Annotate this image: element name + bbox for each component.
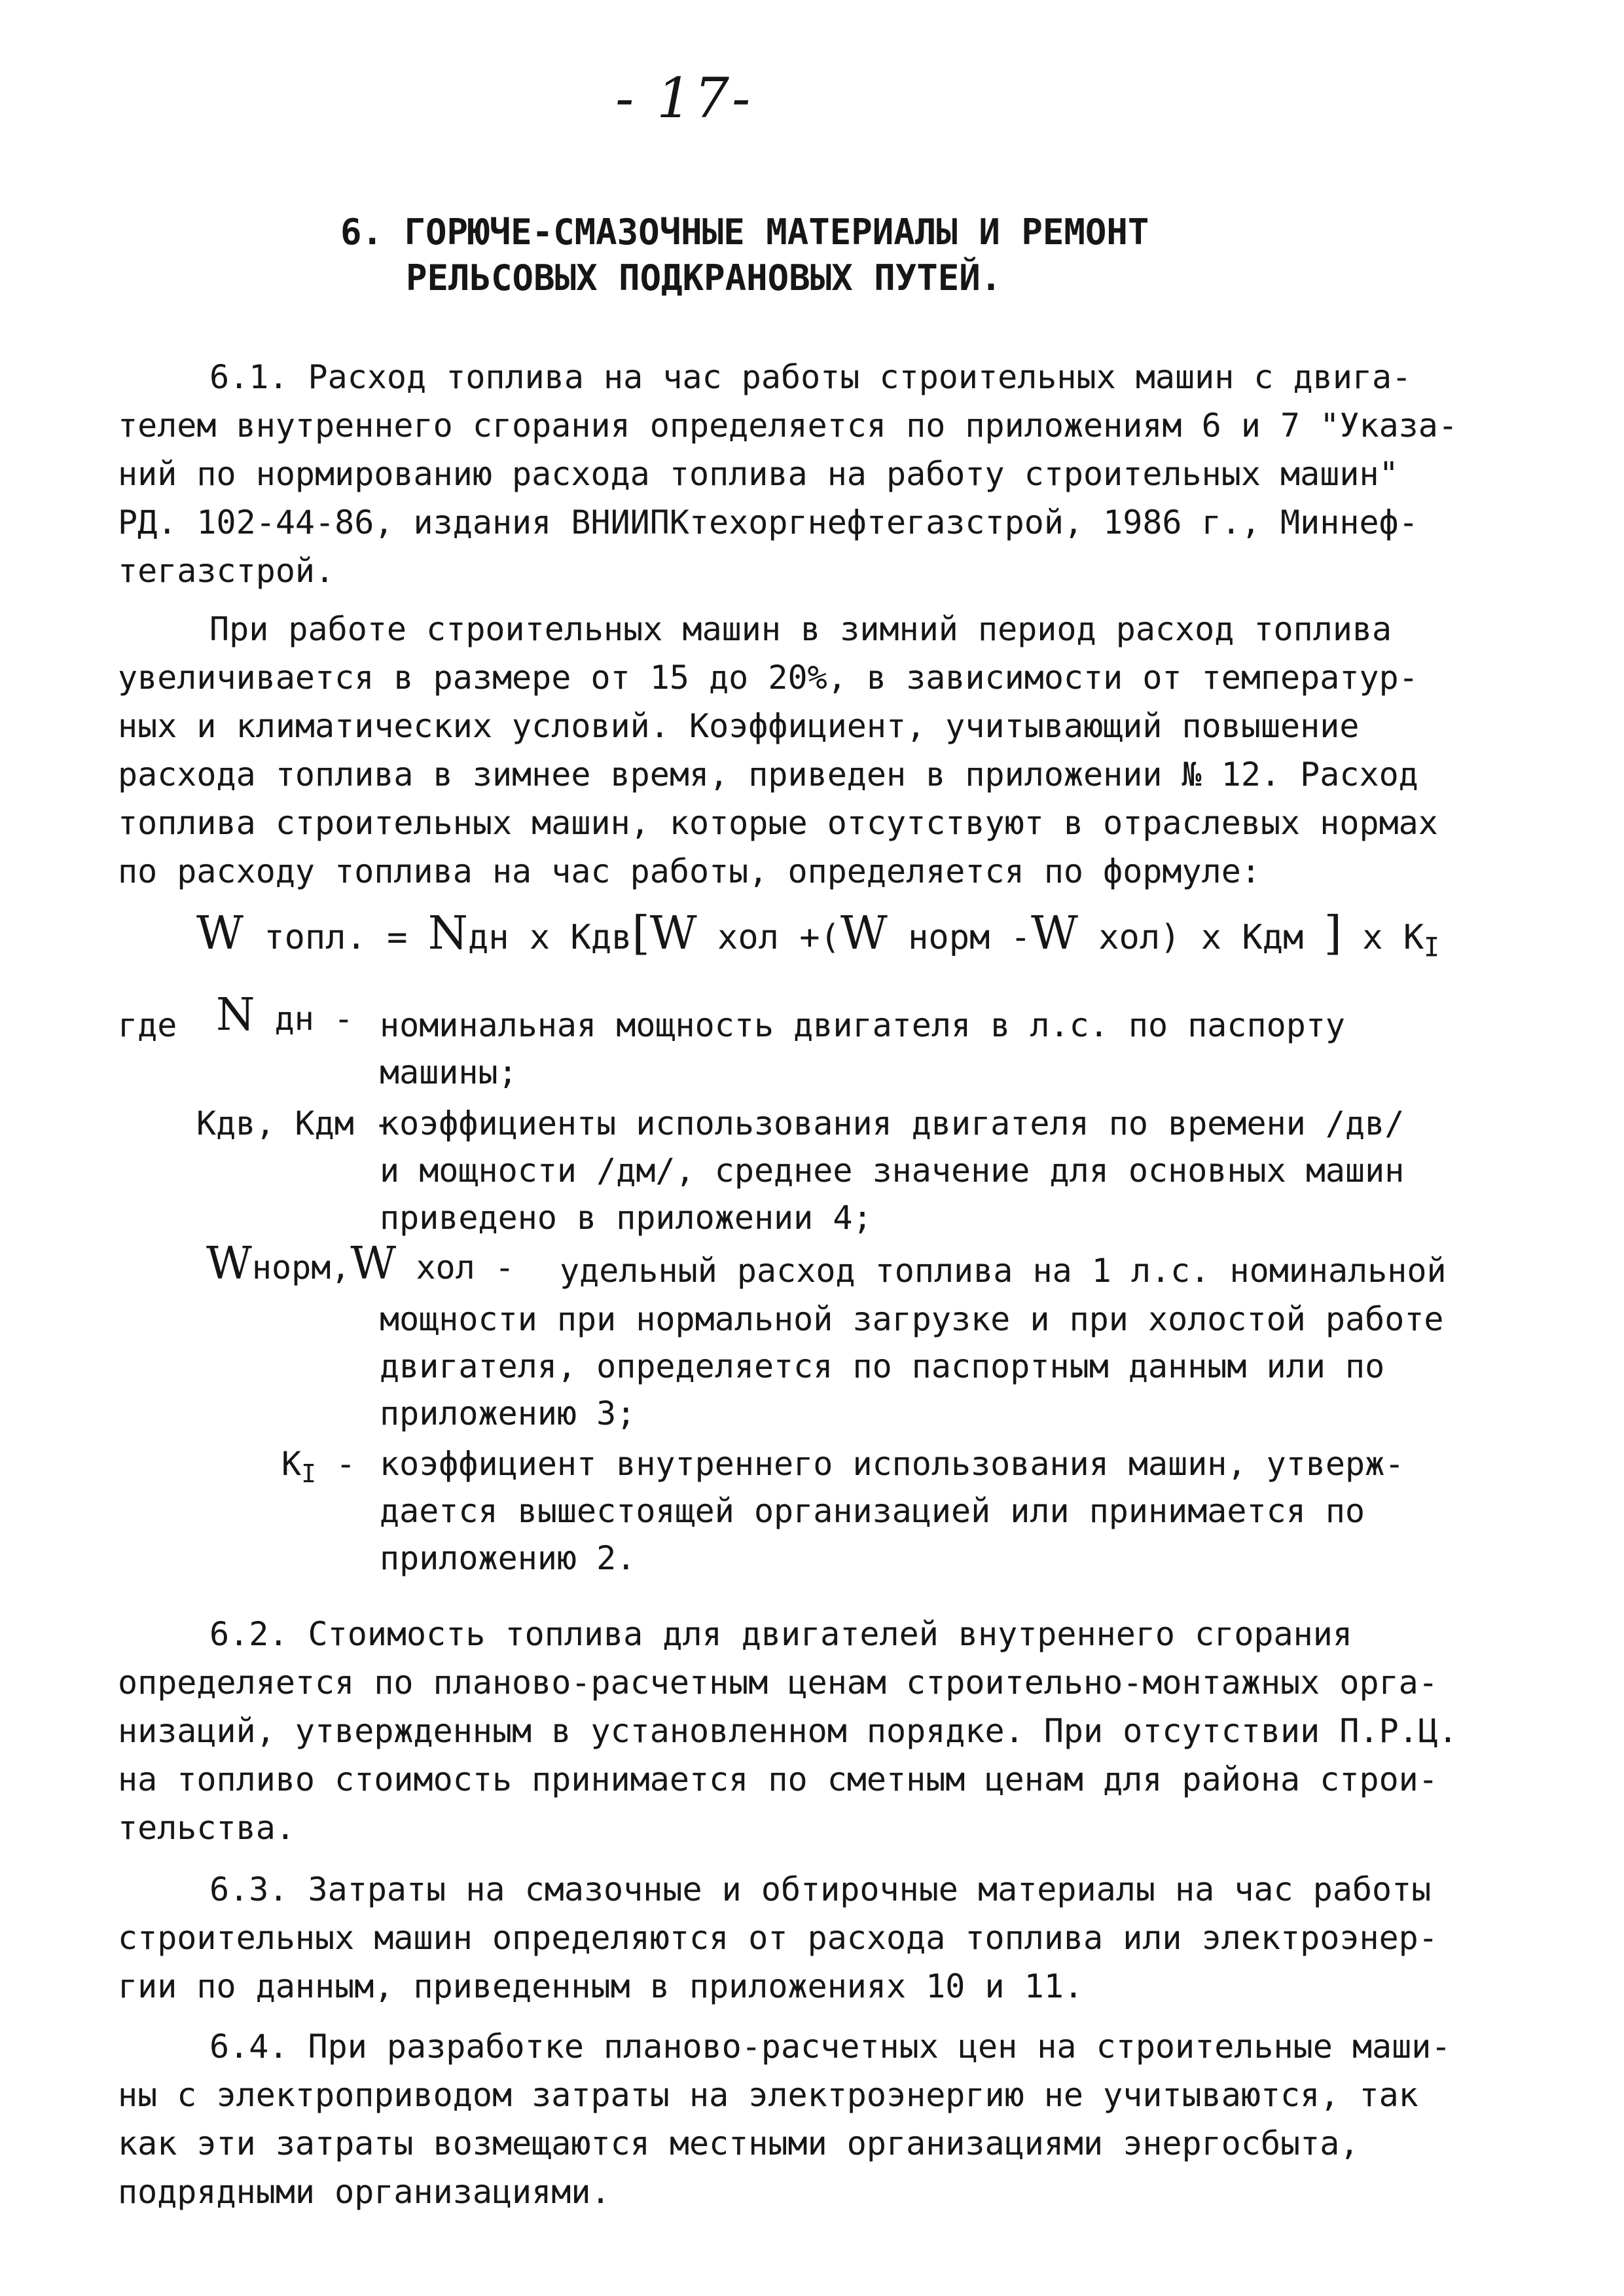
formula-norm: норм -	[908, 918, 1031, 957]
fuel-formula	[196, 900, 1439, 980]
definition-4-line: коэффициент внутреннего использования машин, утверж-	[380, 1445, 1405, 1483]
definition-2-line: и мощности /дм/, среднее значение для основных машин	[380, 1152, 1405, 1190]
paragraph-6-3-line: гии по данным, приведенным в приложениях 10 и 11.	[118, 1967, 1084, 2005]
definition-4-text	[380, 1440, 1532, 1582]
formula-w-norm: W	[840, 906, 888, 960]
paragraph-6-2-line: на топливо стоимость принимается по сметным ценам для района строи-	[118, 1760, 1438, 1798]
definition-4-k-sub: I	[301, 1459, 316, 1488]
definition-4-k: К	[281, 1445, 302, 1483]
definition-1-line: номинальная мощность двигателя в л.с. по паспорту	[380, 1006, 1346, 1044]
definition-1-line: машины;	[380, 1053, 518, 1091]
paragraph-6-2-line: 6.2. Стоимость топлива для двигателей внутреннего сгорания	[209, 1615, 1352, 1653]
paragraph-6-1-line: РД. 102-44-86, издания ВНИИПКтехоргнефтегазстрой, 1986 г., Миннеф-	[118, 503, 1418, 541]
formula-close-bracket: ]	[1324, 906, 1342, 960]
definition-4-term	[281, 1440, 355, 1497]
section-heading-line-1: 6. ГОРЮЧЕ-СМАЗОЧНЫЕ МАТЕРИАЛЫ И РЕМОНТ	[340, 211, 1149, 253]
formula-w-hol: W	[649, 906, 697, 960]
formula-hol-2: хол) х Кдм	[1098, 918, 1304, 957]
definition-1-label: дн -	[274, 1000, 354, 1038]
paragraph-6-1-b-line: ных и климатических условий. Коэффициент, учитывающий повышение	[118, 707, 1360, 745]
paragraph-6-1-b-line: по расходу топлива на час работы, определяется по формуле:	[118, 852, 1261, 890]
paragraph-6-2-line: определяется по планово-расчетным ценам строительно-монтажных орга-	[118, 1664, 1438, 1702]
definition-3-text	[560, 1247, 1528, 1294]
paragraph-6-4-line: как эти затраты возмещаются местными организациями энергосбыта,	[118, 2124, 1360, 2162]
paragraph-6-1-line: тегазстрой.	[118, 552, 335, 590]
definition-3-term	[206, 1238, 514, 1291]
paragraph-6-2-line: низаций, утвержденным в установленном порядке. При отсутствии П.Р.Ц.	[118, 1712, 1458, 1750]
definition-2-term: Кдв, Кдм -	[196, 1104, 394, 1142]
definition-3-line: мощности при нормальной загрузке и при холостой работе	[380, 1300, 1444, 1338]
definition-2-line: коэффициенты использования двигателя по времени /дв/	[380, 1104, 1405, 1142]
definition-2-text	[380, 1100, 1532, 1241]
formula-hol: хол +(	[717, 918, 840, 957]
definition-1-text	[380, 1002, 1532, 1096]
definition-3-line: приложению 3;	[380, 1394, 636, 1432]
paragraph-6-1-b-line: При работе строительных машин в зимний период расход топлива	[209, 610, 1392, 648]
paragraph-6-1-b-line: увеличивается в размере от 15 до 20%, в зависимости от температур-	[118, 659, 1418, 697]
definition-4-line: приложению 2.	[380, 1539, 636, 1577]
paragraph-6-1-line: 6.1. Расход топлива на час работы строительных машин с двига-	[209, 358, 1412, 396]
paragraph-6-1-b-line: расхода топлива в зимнее время, приведен в приложении № 12. Расход	[118, 756, 1418, 793]
formula-w: W	[196, 906, 244, 960]
paragraph-6-4-line: ны с электроприводом затраты на электроэнергию не учитываются, так	[118, 2076, 1418, 2114]
page-number: - 17-	[615, 66, 753, 130]
formula-topl: топл. =	[264, 918, 408, 957]
definition-3-norm: норм,	[251, 1248, 351, 1286]
paragraph-6-1-b-line: топлива строительных машин, которые отсутствуют в отраслевых нормах	[118, 804, 1438, 842]
definition-3-hol: хол -	[416, 1248, 514, 1286]
definition-where: где	[118, 1006, 177, 1044]
definition-3-line: удельный расход топлива на 1 л.с. номинальной	[560, 1252, 1447, 1290]
paragraph-6-4-line: 6.4. При разработке планово-расчетных цен на строительные маши-	[209, 2028, 1451, 2066]
paragraph-6-1-line: ний по нормированию расхода топлива на работу строительных машин"	[118, 455, 1399, 493]
formula-w-hol-2: W	[1030, 906, 1078, 960]
formula-open-bracket: [	[632, 906, 650, 960]
paragraph-6-4-line: подрядными организациями.	[118, 2173, 611, 2211]
paragraph-6-3-line: 6.3. Затраты на смазочные и обтирочные материалы на час работы	[209, 1870, 1432, 1908]
paragraph-6-1-line: телем внутреннего сгорания определяется по приложениям 6 и 7 "Указа-	[118, 407, 1458, 445]
definition-1-symbol: N	[216, 989, 255, 1041]
formula-dn: дн х Кдв	[467, 918, 632, 957]
definition-2-line: приведено в приложении 4;	[380, 1199, 873, 1237]
definition-3-text-cont	[380, 1296, 1532, 1437]
definition-3-w-hol: W	[350, 1238, 397, 1290]
definition-3-line: двигателя, определяется по паспортным данным или по	[380, 1347, 1385, 1385]
section-heading-line-2: РЕЛЬСОВЫХ ПОДКРАНОВЫХ ПУТЕЙ.	[406, 257, 1002, 299]
formula-n: N	[427, 906, 468, 960]
paragraph-6-2-line: тельства.	[118, 1809, 295, 1847]
formula-k-sub: I	[1424, 932, 1440, 963]
definition-3-w-norm: W	[206, 1238, 252, 1290]
definition-4-line: дается вышестоящей организацией или принимается по	[380, 1492, 1365, 1530]
definition-1-term	[216, 989, 354, 1042]
paragraph-6-3-line: строительных машин определяются от расхода топлива или электроэнер-	[118, 1919, 1438, 1957]
definition-4-dash: -	[336, 1445, 356, 1483]
formula-k: х К	[1362, 918, 1424, 957]
